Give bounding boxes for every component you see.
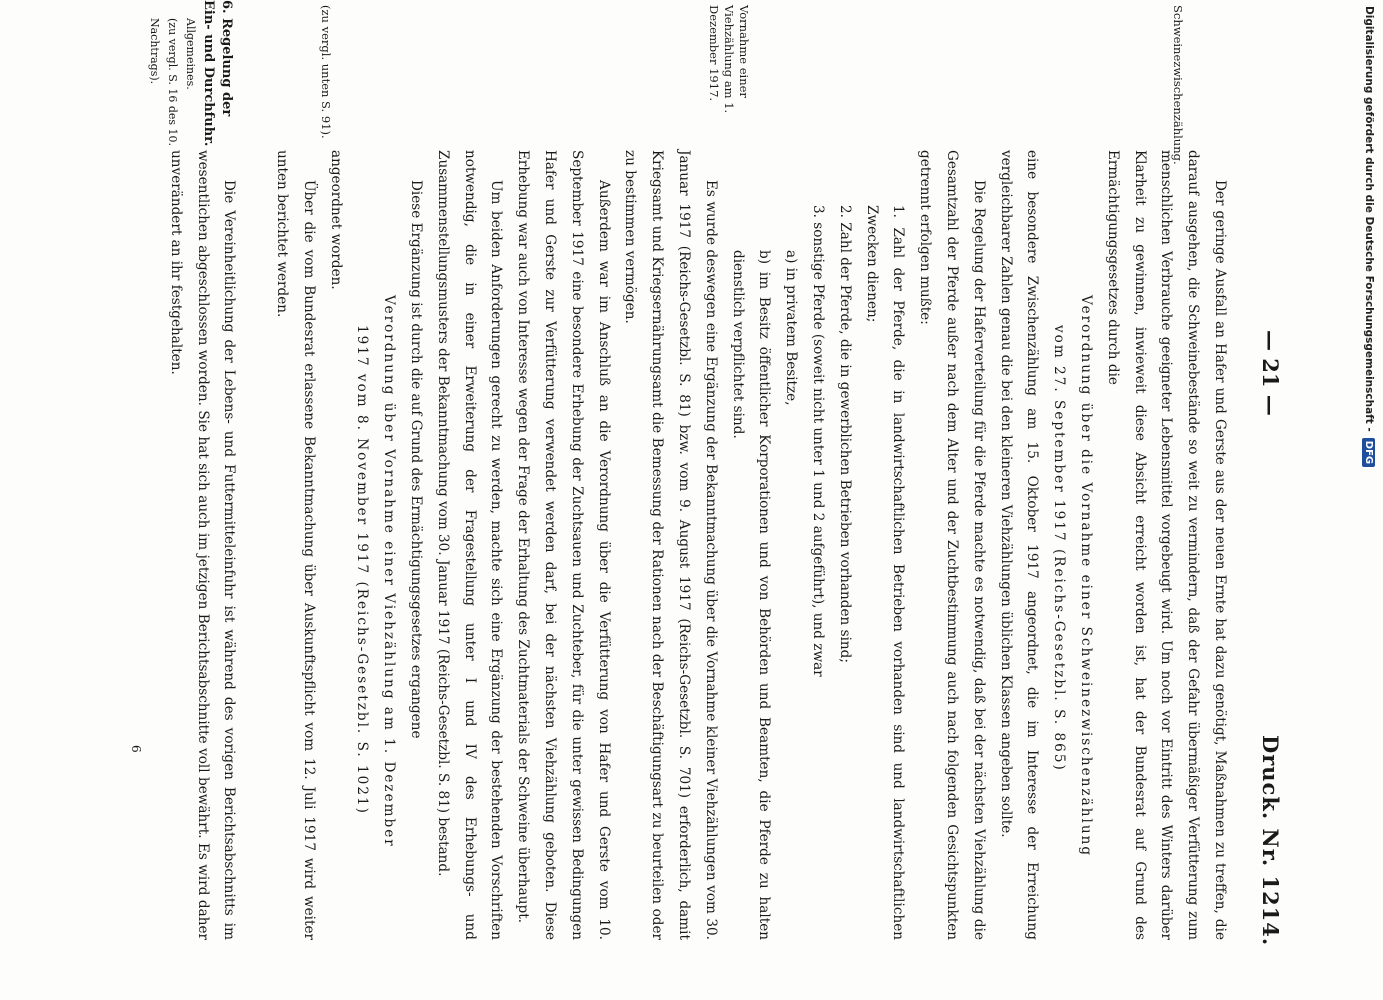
paragraph-10: Die Vereinheitlichung der Lebens- und Futtermitteleinfuhr ist während des vorigen Berichtsabschnitts im wesentlichen abgeschlossen worden. Sie hat sich auch im jetzigen Berichtsabschnitte voll bewährt. Es wird daher unverändert an ihr festgehalten. xyxy=(167,150,238,940)
druck-number: Druck. Nr. 1214. xyxy=(1258,735,1283,947)
list-item-3: 3. sonstige Pferde (soweit nicht unter 1 und 2 aufgeführt), und zwar xyxy=(810,205,827,677)
paragraph-1: Der geringe Ausfall an Hafer und Gerste aus der neuen Ernte hat dazu genötigt, Maßnahmen zu treffen, die darauf ausgehen, die Schweinebestände so weit zu vermindern, daß der Gefahr übermäßiger Verfütterung zum menschlichen Verbrauche geeigneter Lebensmittel vorgebeugt wird. Um noch vor Eintritt des Winters darüber Klarheit zu gewinnen, inwieweit diese Absicht erreicht worden ist, hat der Bundesrat auf Grund des Ermächtigungsgesetzes durch die xyxy=(1104,150,1228,940)
list-item-1: 1. Zahl der Pferde, die in landwirtschaftlichen Betrieben vorhanden sind und landwirtschaftlichen Zwecken dienen; xyxy=(863,205,907,940)
paragraph-8: angeordnet worden. xyxy=(327,150,344,290)
paragraph-7: Diese Ergänzung ist durch die auf Grund des Ermächtigungsgesetzes ergangene xyxy=(408,180,425,739)
verordnung-2-title: Verordnung über Vornahme einer Viehzählung am 1. Dezember xyxy=(381,295,398,848)
paragraph-6: Um beiden Anforderungen gerecht zu werden, machte sich eine Ergänzung der bestehenden Vorschriften notwendig, die in einer Erweiterung der Fragestellung unter I und IV des Erhebungs- und Zusammenstellungsmusters der Bekanntmachung vom 30. Januar 1917 (Reichs-Gesetzbl. S. 81) bestand. xyxy=(434,150,505,940)
paragraph-9: Über die vom Bundesrat erlassene Bekanntmachung über Auskunftspflicht vom 12. Juli 1917 wird weiter unten berichtet werden. xyxy=(274,150,317,940)
section-6-title: 6. Regelung der Ein- und Durchfuhr. xyxy=(201,0,234,147)
section-spacer xyxy=(242,150,268,940)
margin-note-schweinezwischenzaehlung: Schweinezwischenzählung. xyxy=(1171,5,1185,165)
paragraph-2: eine besondere Zwischenzählung am 15. Oktober 1917 angeordnet, die im Interesse der Erreichung vergleichbarer Zahlen genau die bei den kleineren Viehzählungen üblichen Klassen angeben sollte. xyxy=(997,150,1041,940)
verordnung-1-title: Verordnung über die Vornahme einer Schweinezwischenzählung xyxy=(1078,295,1095,858)
section-6-sub2: (zu vergl. S. 16 des 10. Nachtrags). xyxy=(148,18,179,147)
verordnung-2-date: 1917 vom 8. November 1917 (Reichs-Gesetzbl. S. 1021) xyxy=(354,325,371,815)
verordnung-1-date: vom 27. September 1917 (Reichs-Gesetzbl. S. 865) xyxy=(1051,325,1068,772)
list-item-3b: b) im Besitz öffentlicher Korporationen und von Behörden und Beamten, die Pferde zu halten dienstlich verpflichtet sind. xyxy=(729,250,773,940)
dfg-logo: DFG xyxy=(1363,438,1376,467)
margin-note-reference: (zu vergl. unten S. 91). xyxy=(319,5,333,139)
section-6-sub1: Allgemeines. xyxy=(184,18,197,90)
page-header xyxy=(1243,0,1283,1000)
paragraph-5: Außerdem war im Anschluß an die Verordnung über die Verfütterung von Hafer und Gerste vom 10. September 1917 eine besondere Erhebung der Zuchtsauen und Zuchteber, für die unter gewissen Bedingungen Hafer und Gerste zur Verfütterung verwendet werden darf, bei der nächsten Viehzählung geboten. Diese Erhebung war auch von Interesse wegen der Frage der Erhaltung des Zuchtmaterials der Schweine überhaupt. xyxy=(515,150,612,940)
page-number: — 21 — xyxy=(1258,330,1283,416)
paragraph-3: Die Regelung der Haferverteilung für die Pferde machte es notwendig, daß bei der nächsten Viehzählung die Gesamtzahl der Pferde außer nach dem Alter und der Zuchtbestimmung auch nach folgenden Gesichtspunkten getrennt erfolgen mußte: xyxy=(917,150,987,940)
dfg-credit-text: Digitalisierung gefördert durch die Deutsche Forschungsgemeinschaft - xyxy=(1363,6,1375,432)
dfg-credit xyxy=(1360,6,1380,994)
signature-mark: 6 xyxy=(129,745,143,753)
margin-note-viehzaehlung: Vornahme einer Viehzählung am 1. Dezember 1917. xyxy=(707,5,751,114)
dfg-credit-line xyxy=(1360,6,1378,994)
body-text xyxy=(162,150,1233,940)
margin-note-section-6 xyxy=(145,0,235,150)
list-item-3a: a) in privatem Besitze, xyxy=(783,250,800,406)
paragraph-4: Es wurde deswegen eine Ergänzung der Bekanntmachung über die Vornahme kleiner Viehzählungen vom 30. Januar 1917 (Reichs-Gesetzbl. S. 81) bzw. vom 9. August 1917 (Reichs-Gesetzbl. S. 701) erforderlich, damit Kriegsamt und Kriegsernährungsamt die Bemessung der Rationen nach der Beschäftigungsart zu beurteilen oder zu bestimmen vermögen. xyxy=(622,150,719,940)
list-item-2: 2. Zahl der Pferde, die in gewerblichen Betrieben vorhanden sind; xyxy=(836,205,853,663)
